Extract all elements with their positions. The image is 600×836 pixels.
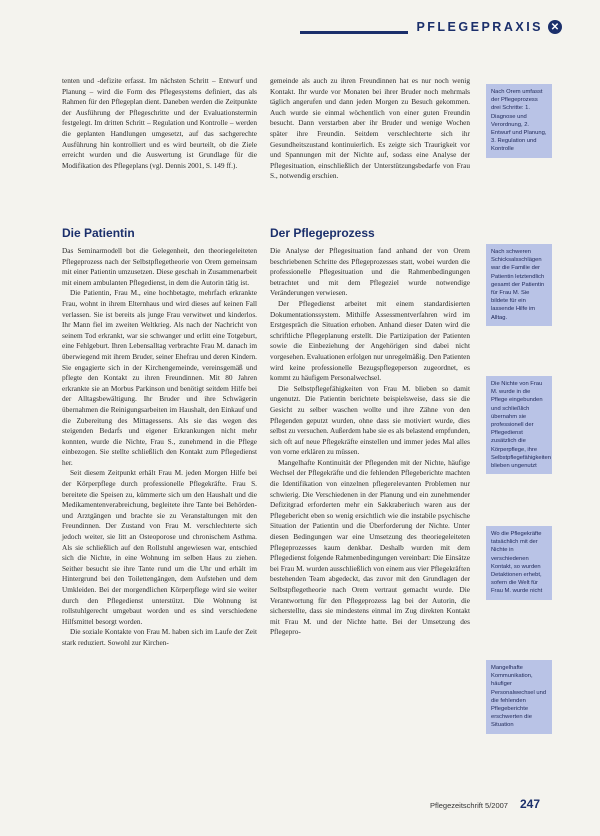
body-paragraph: Die Analyse der Pflegesituation fand anhand der von Orem beschriebenen Schritte des Pflegeprozesses statt, wobei wurden die professionelle Pflegesituation und die Rahmenbedingungen betrachtet und mit dem Pflegeziel wurde notwendige Veränderungen verwiesen.: [270, 246, 470, 298]
body-paragraph: Die Patientin, Frau M., eine hochbetagte, mehrfach erkrankte Frau, wohnt in ihrem Elternhaus und wird dieses auf keinen Fall verlassen. Sie ist bereits als junge Frau verwitwet und kinderlos. Ihr Mann fiel im zweiten Weltkrieg. Als nach der Nachricht von seinem Tod erkrankt, war sie schwanger und erlitt eine Totgeburt, eine Fehlgeburt. Ihren Lebensalltag verbrachte Frau M. danach im überwiegend mit ihrem Bruder, seiner Ehefrau und deren Kindern. Sie engagierte sich in der Kirchengemeinde, vereinsgemäß und pflegte den Kontakt zu ihren Freundinnen. Mit 80 Jahren erkrankte sie an Morbus Parkinson und benötigt seitdem Hilfe bei der Alltagsbewältigung. Ihr Bruder und ihre Schwägerin übernahmen die Reinigungsarbeiten im Haushalt, den Einkauf und die Zubereitung des Mittagessens. Als sie das wegen des steigenden Bedarfs und eigener Erkrankungen nicht mehr konnten, wurde die Nichte, Frau S., zunehmend in die Pflege einbezogen. Sie stellte schließlich den Kontakt zum Pflegedienst her.: [62, 288, 257, 467]
column-a-body: [62, 246, 257, 649]
body-paragraph: Das Seminarmodell bot die Gelegenheit, den theoriegeleiteten Pflegeprozess nach der Selbstpflegetheorie von Orem gemeinsam mit einer Patientin umzusetzen. Diese geschah in Zusammenarbeit mit einem ambulanten Pflegedienst, in dem die Autorin tätig ist.: [62, 246, 257, 287]
column-a-intro: [62, 76, 257, 171]
body-paragraph: Mangelhafte Kontinuität der Pflegenden mit der Nichte, häufige Wechsel der Pflegekräfte und die fehlenden Pflegeberichte machten die Identifikation von einzelnen pflegerelevanten Problemen nur schwierig. Die Verschiedenen in der Planung und ein zunehmender Defizitgrad erforderten mehr ein Sakkraberiuch waren aus der Pflegebericht eben so wenig ersichtlich wie die instabile psychische Situation der Patientin und die Überforderung der Nichte. Unter diesen Bedingungen war eine Umsetzung des theoriegeleiteten Pflegeprozesses kaum denkbar. Deshalb wurden mit dem Pflegedienst folgende Rahmenbedingungen vereinbart: Die Einsätze bei Frau M. wurden ausschließlich von einem aus vier Pflegekräften bestehenden Team abgedeckt, das zuvor mit den Grundlagen der Selbstpflegetheorie nach Orem vertraut gemacht wurde. Die Verantwortung für den Pflegeprozess lag bei der Autorin, die sicherstellte, dass sie mindestens einmal im Zug direkten Kontakt mit Frau M. und der Nichte hatte. Bei der Umsetzung des Pflegepro-: [270, 457, 470, 637]
section-header: [408, 20, 566, 34]
body-paragraph: Seit diesem Zeitpunkt erhält Frau M. jeden Morgen Hilfe bei der Körperpflege durch professionelle Pflegekräfte. Frau S. bereitete die Speisen zu, kümmerte sich um den Haushalt und die Medikamentenverabreichung, begleitete ihre Tante bei Behörden- und Arztgängen und brachte sie zu Veranstaltungen mit den Freundinnen. Der Zustand von Frau M. verschlechterte sich jedoch weiter, sie litt an Osteoporose und chronischem Asthma. Als sie schließlich auf den Rollstuhl angewiesen war, entschied sich die Nichte, in eine Wohnung im selben Haus zu ziehen. Seither besucht sie ihre Tante rund um die Uhr und erhält im Hintergrund bei den Toilettengängen, dem Aufstehen und dem Umkleiden. Bei der morgendlichen Körperpflege wird sie weiter durch den Pflegedienst unterstützt. Die Wohnung ist rollstuhlgerecht umgebaut worden und es sind verschiedene Hilfsmittel besorgt worden.: [62, 468, 257, 626]
body-paragraph: Die soziale Kontakte von Frau M. haben sich im Laufe der Zeit stark reduziert. Sowohl zur Kirchen-: [62, 627, 257, 647]
heading-pflegeprozess: Der Pflegeprozess: [270, 226, 375, 240]
sidebar-note: Wo die Pflegekräfte tatsächlich mit der Nichte in verschiedenen Kontakt, so wurden Detaktionen erhebt, sofern die Welt für Frau M. wurde nicht: [486, 526, 552, 600]
x-circle-icon: ✕: [548, 20, 562, 34]
sidebar-note: Mangelhafte Kommunikation, häufiger Personalwechsel und die fehlenden Pflegeberichte erschwerten die Situation: [486, 660, 552, 734]
journal-name: Pflegezeitschrift 5/2007: [430, 801, 508, 810]
column-b-intro: [270, 76, 470, 182]
section-title: PFLEGEPRAXIS: [416, 20, 543, 34]
sidebar-note: Nach Orem umfasst der Pflegeprozess drei Schritte: 1. Diagnose und Verordnung, 2. Entwurf und Planung, 3. Regulation und Kontrolle: [486, 84, 552, 158]
body-paragraph: Die Selbstpflegefähigkeiten von Frau M. blieben so damit ungenutzt. Die Patientin berichtete beispielsweise, dass sie die Gesicht zu selber waschen wollte und ihre Zähne von den Pflegenden geputzt wurden, ohne dass sie motiviert wurde, dies selbst zu versuchen. Außerdem habe sie es als belastend empfunden, sich oft auf neue Pflegekräfte einstellen und immer jedes Mal alles von vorne erklären zu müssen.: [270, 383, 470, 457]
sidebar-note: Die Nichte von Frau M. wurde in die Pflege eingebunden und schließlich übernahm sie professionell der Pflegedienst zusätzlich die Körperpflege, ihre Selbstpflegefähigkeiten blieben ungenutzt: [486, 376, 552, 474]
page-footer: [430, 797, 540, 811]
sidebar-note: Nach schweren Schicksalsschlägen war die Familie der Patientin letztendlich gesamt der Patientin für Frau M. Sie bildete für ein lassende Hilfe im Alltag.: [486, 244, 552, 326]
intro-paragraph: tenten und -defizite erfasst. Im nächsten Schritt – Entwurf und Planung – wird die Form des Pflegesystems definiert, das als Rahmen für den Pflegeplan dient. Daneben werden die Zeitpunkte der Ausführung der Pflegeschritte und der Evaluationstermin festgelegt. Im dritten Schritt – Regulation und Kontrolle – werden die geplanten Handlungen umgesetzt, auf das sachgerechte Ausführung hin kontrolliert und es wird beurteilt, ob die Ziele erreicht wurden und die Auswertung ist Grundlage für die Modifikation des Pflegeplans (vgl. Dennis 2001, S. 149 ff.).: [62, 76, 257, 170]
column-b-body: [270, 246, 470, 638]
page-number: 247: [519, 797, 540, 811]
body-paragraph: Der Pflegedienst arbeitet mit einem standardisierten Dokumentationssystem. Mithilfe Assessmentverfahren wird im Erstgespräch die Situation erhoben. Anhand dieser Daten wird die schriftliche Pflegeplanung erstellt. Die Partizipation der Patienten sowie die Einbeziehung der Angehörigen sind dabei nicht vorgesehen. Evaluationen erfolgen nur unregelmäßig. Den Patienten wird keine professionelle Bezugspflegeperson zugeordnet, es kommt zu häufigem Personalwechsel.: [270, 298, 470, 383]
intro-paragraph: gemeinde als auch zu ihren Freundinnen hat es nur noch wenig Kontakt. Ihr wurde vor Monaten bei ihrer Bruder noch mehrmals täglich angerufen und dann jeden Morgen zu Besuch gekommen. Auch wurde sie einmal wöchentlich von einer guten Freundin besucht. Dann verstarben aber ihr Bruder und wenige Wochen später ihre Freundin. Seitdem verschlechterte sich ihr Gesundheitszustand kontinuierlich. Es zeigte sich Traurigkeit vor und Spannungen mit der Nichte auf, sodass eine Analyse der Pflegesituation, einschließlich der Unterstützungsbedarfe von Frau S., notwendig erschien.: [270, 76, 470, 181]
heading-patientin: Die Patientin: [62, 226, 135, 240]
